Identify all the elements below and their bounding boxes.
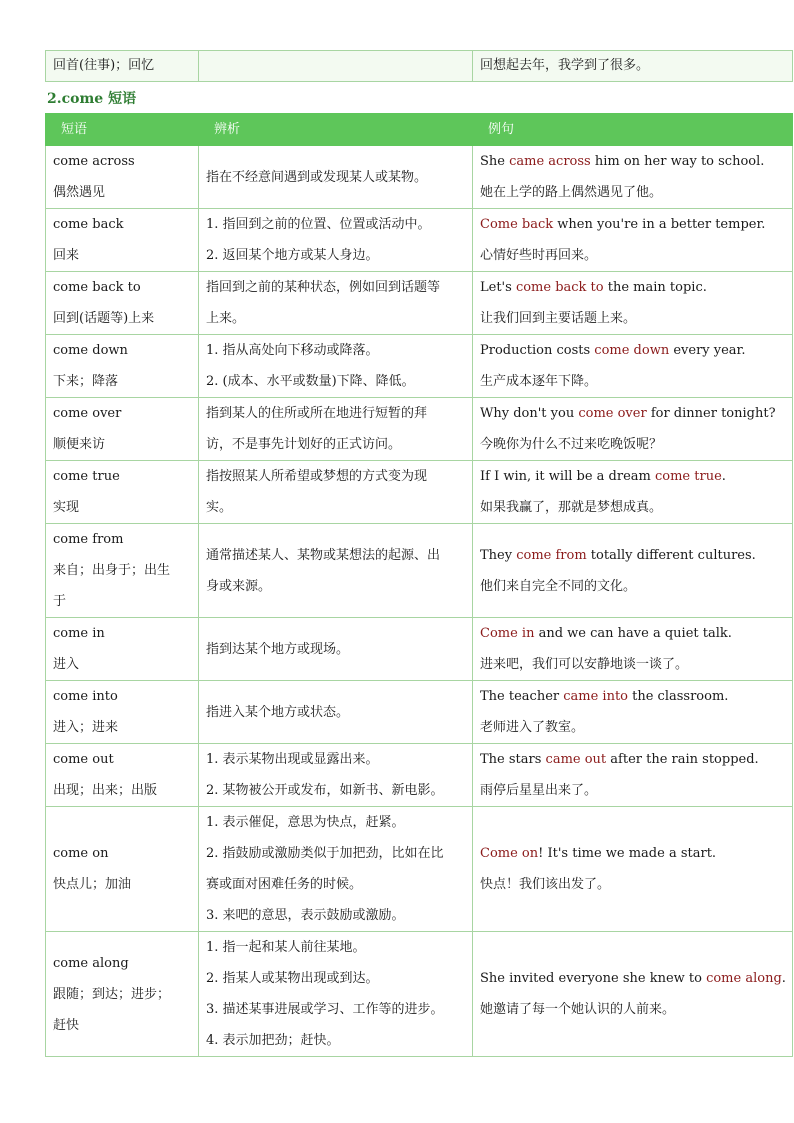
header-phrase-label: 短语 [61, 122, 88, 137]
phrase-meaning: 赶快 [53, 1017, 80, 1033]
analysis-line: 2. 指某人或某物出现或到达。 [206, 971, 379, 986]
example-english [480, 272, 785, 303]
example-english [480, 461, 785, 492]
analysis-cell [199, 398, 473, 461]
analysis-cell [199, 335, 473, 398]
example-chinese: 如果我赢了，那就是梦想成真。 [480, 500, 663, 515]
example-highlight: Come on [480, 846, 539, 861]
phrase-english: come out [53, 752, 114, 767]
example-english [480, 335, 785, 366]
analysis-line: 1. 指从高处向下移动或降落。 [206, 343, 379, 358]
example-text: for dinner tonight? [646, 406, 776, 421]
example-highlight: come over [578, 406, 647, 421]
analysis-cell [199, 681, 473, 744]
analysis-line: 身或来源。 [206, 578, 272, 594]
example-chinese: 进来吧，我们可以安静地谈一谈了。 [480, 657, 689, 672]
example-text: Why don't you [480, 406, 579, 421]
example-highlight: come from [516, 547, 587, 563]
analysis-line: 1. 指一起和某人前往某地。 [206, 940, 366, 955]
example-english [480, 146, 785, 177]
example-text: Production costs [480, 343, 595, 358]
analysis-line: 指到达某个地方或现场。 [206, 641, 350, 657]
example-chinese: 他们来自完全不同的文化。 [480, 578, 637, 594]
example-chinese: 让我们回到主要话题上来。 [480, 311, 637, 326]
example-cell [473, 524, 793, 618]
example-cell [473, 398, 793, 461]
analysis-line: 1. 表示某物出现或显露出来。 [206, 752, 379, 767]
analysis-line: 访，不是事先计划好的正式访问。 [206, 437, 402, 452]
phrase-english: come along [53, 955, 129, 971]
analysis-cell [199, 618, 473, 681]
table-row [46, 335, 793, 398]
example-cell: 回想起去年，我学到了很多。 [473, 51, 793, 82]
analysis-cell [199, 932, 473, 1057]
analysis-line: 3. 来吧的意思，表示鼓励或激励。 [206, 908, 405, 923]
example-cell [473, 209, 793, 272]
example-text: She [480, 154, 510, 169]
example-text: ! It's time we made a start. [538, 846, 717, 861]
example-cell [473, 807, 793, 932]
phrase-meaning: 偶然遇见 [53, 185, 106, 200]
example-text: totally different cultures. [586, 547, 756, 563]
analysis-cell [199, 461, 473, 524]
table-row [46, 461, 793, 524]
table-row [46, 744, 793, 807]
phrase-cell [46, 618, 199, 681]
example-cell [473, 146, 793, 209]
example-text: Let's [480, 280, 516, 295]
example-english [480, 838, 785, 869]
analysis-line: 实。 [206, 500, 233, 515]
phrase-cell [46, 272, 199, 335]
example-english [480, 681, 785, 712]
header-phrase [46, 114, 199, 146]
example-highlight: come down [594, 343, 670, 358]
phrase-cell [46, 524, 199, 618]
phrase-english: come on [53, 846, 109, 861]
example-chinese: 心情好些时再回来。 [480, 248, 598, 263]
example-chinese: 雨停后星星出来了。 [480, 783, 598, 798]
phrase-cell [46, 807, 199, 932]
analysis-cell [199, 524, 473, 618]
header-analysis [199, 114, 473, 146]
example-cell [473, 461, 793, 524]
phrase-english: come across [53, 154, 135, 169]
phrase-cell [46, 461, 199, 524]
table-row [46, 146, 793, 209]
header-example-label: 例句 [488, 122, 515, 137]
example-english [480, 618, 785, 649]
example-highlight: come along [706, 971, 782, 986]
phrase-meaning: 回到(话题等)上来 [53, 311, 155, 326]
table-row [46, 51, 793, 82]
example-text: the classroom. [628, 689, 729, 704]
phrase-english: come from [53, 532, 124, 547]
table-row [46, 681, 793, 744]
example-cell [473, 335, 793, 398]
table-row [46, 272, 793, 335]
example-cell [473, 618, 793, 681]
table-row [46, 398, 793, 461]
analysis-line: 2. 指鼓励或激励类似于加把劲，比如在比 [206, 846, 444, 861]
example-cell [473, 932, 793, 1057]
phrase-english: come into [53, 689, 118, 704]
analysis-cell [199, 209, 473, 272]
phrase-cell [46, 932, 199, 1057]
example-highlight: came out [545, 752, 607, 767]
phrase-meaning: 进入 [53, 657, 80, 672]
example-text: every year. [669, 343, 746, 358]
example-text: him on her way to school. [590, 154, 765, 169]
phrase-english: come back [53, 217, 124, 232]
phrase-english: come true [53, 469, 120, 484]
example-highlight: come back to [515, 280, 604, 295]
phrase-english: come in [53, 626, 105, 641]
analysis-cell [199, 272, 473, 335]
come-phrases-table [45, 113, 793, 1057]
phrase-meaning: 回来 [53, 248, 80, 263]
analysis-cell [199, 146, 473, 209]
example-text: They [480, 547, 517, 563]
example-english [480, 398, 785, 429]
header-example [473, 114, 793, 146]
example-text: when you're in a better temper. [553, 217, 766, 232]
example-text: The teacher [480, 689, 564, 704]
table-row [46, 524, 793, 618]
analysis-line: 通常描述某人、某物或某想法的起源、出 [206, 547, 441, 563]
previous-table-fragment [45, 50, 793, 82]
phrase-cell [46, 398, 199, 461]
example-text: . [721, 469, 726, 484]
table-header-row [46, 114, 793, 146]
phrase-cell [46, 681, 199, 744]
phrase-meaning: 于 [53, 594, 67, 609]
analysis-line: 2. 某物被公开或发布，如新书、新电影。 [206, 783, 444, 798]
analysis-cell [199, 807, 473, 932]
analysis-line: 指按照某人所希望或梦想的方式变为现 [206, 469, 428, 484]
phrase-meaning: 跟随；到达；进步； [53, 986, 171, 1002]
example-chinese: 快点！我们该出发了。 [480, 877, 611, 892]
example-highlight: come true [655, 469, 722, 484]
example-english [480, 744, 785, 775]
header-analysis-label: 辨析 [214, 122, 241, 137]
phrase-meaning: 实现 [53, 500, 80, 515]
phrase-meaning: 进入；进来 [53, 720, 119, 735]
example-chinese: 她在上学的路上偶然遇见了他。 [480, 185, 663, 200]
phrase-cell [46, 335, 199, 398]
analysis-line: 3. 描述某事进展或学习、工作等的进步。 [206, 1002, 444, 1017]
phrase-cell: 回首(往事)；回忆 [46, 51, 199, 82]
example-chinese: 今晚你为什么不过来吃晚饭呢？ [480, 437, 663, 452]
table-row [46, 618, 793, 681]
phrase-english: come over [53, 406, 122, 421]
example-english [480, 540, 785, 571]
analysis-line: 上来。 [206, 311, 246, 326]
analysis-cell [199, 51, 473, 82]
table-row [46, 807, 793, 932]
table-row [46, 209, 793, 272]
example-text: after the rain stopped. [606, 752, 759, 767]
example-text: She invited everyone she knew to [480, 971, 707, 986]
example-text: and we can have a quiet talk. [534, 626, 732, 641]
example-text: The stars [480, 752, 546, 767]
phrase-meaning: 下来；降落 [53, 374, 119, 389]
phrase-meaning: 出现；出来；出版 [53, 783, 158, 798]
phrase-meaning: 快点儿；加油 [53, 877, 132, 892]
analysis-cell [199, 744, 473, 807]
example-text: the main topic. [603, 280, 707, 295]
phrase-english: come down [53, 343, 128, 358]
analysis-line: 指在不经意间遇到或发现某人或某物。 [206, 169, 428, 185]
example-english [480, 963, 785, 994]
analysis-line: 指回到之前的某种状态，例如回到话题等 [206, 280, 441, 295]
phrase-english: come back to [53, 280, 141, 295]
analysis-line: 4. 表示加把劲；赶快。 [206, 1033, 340, 1048]
example-cell [473, 272, 793, 335]
example-highlight: came across [509, 154, 591, 169]
example-cell [473, 744, 793, 807]
example-highlight: Come in [480, 626, 535, 641]
example-text: . [781, 971, 786, 986]
analysis-line: 2. (成本、水平或数量)下降、降低。 [206, 374, 415, 389]
analysis-line: 指到某人的住所或所在地进行短暂的拜 [206, 406, 428, 421]
analysis-line: 1. 表示催促，意思为快点，赶紧。 [206, 815, 405, 830]
phrase-cell [46, 744, 199, 807]
example-chinese: 老师进入了教室。 [480, 720, 585, 735]
example-text: If I win, it will be a dream [480, 469, 655, 484]
phrase-meaning: 顺便来访 [53, 437, 106, 452]
analysis-line: 1. 指回到之前的位置、位置或活动中。 [206, 217, 431, 232]
phrase-meaning: 来自；出身于；出生 [53, 563, 171, 578]
example-cell [473, 681, 793, 744]
example-highlight: came into [563, 689, 628, 704]
phrase-cell [46, 209, 199, 272]
analysis-line: 指进入某个地方或状态。 [206, 704, 350, 720]
example-chinese: 生产成本逐年下降。 [480, 374, 598, 389]
analysis-line: 赛或面对困难任务的时候。 [206, 877, 363, 892]
table-row [46, 932, 793, 1057]
phrase-cell [46, 146, 199, 209]
analysis-line: 2. 返回某个地方或某人身边。 [206, 248, 379, 263]
example-chinese: 她邀请了每一个她认识的人前来。 [480, 1002, 676, 1017]
section-heading: 2.come 短语 [47, 91, 137, 107]
example-english [480, 209, 785, 240]
example-highlight: Come back [480, 217, 554, 232]
